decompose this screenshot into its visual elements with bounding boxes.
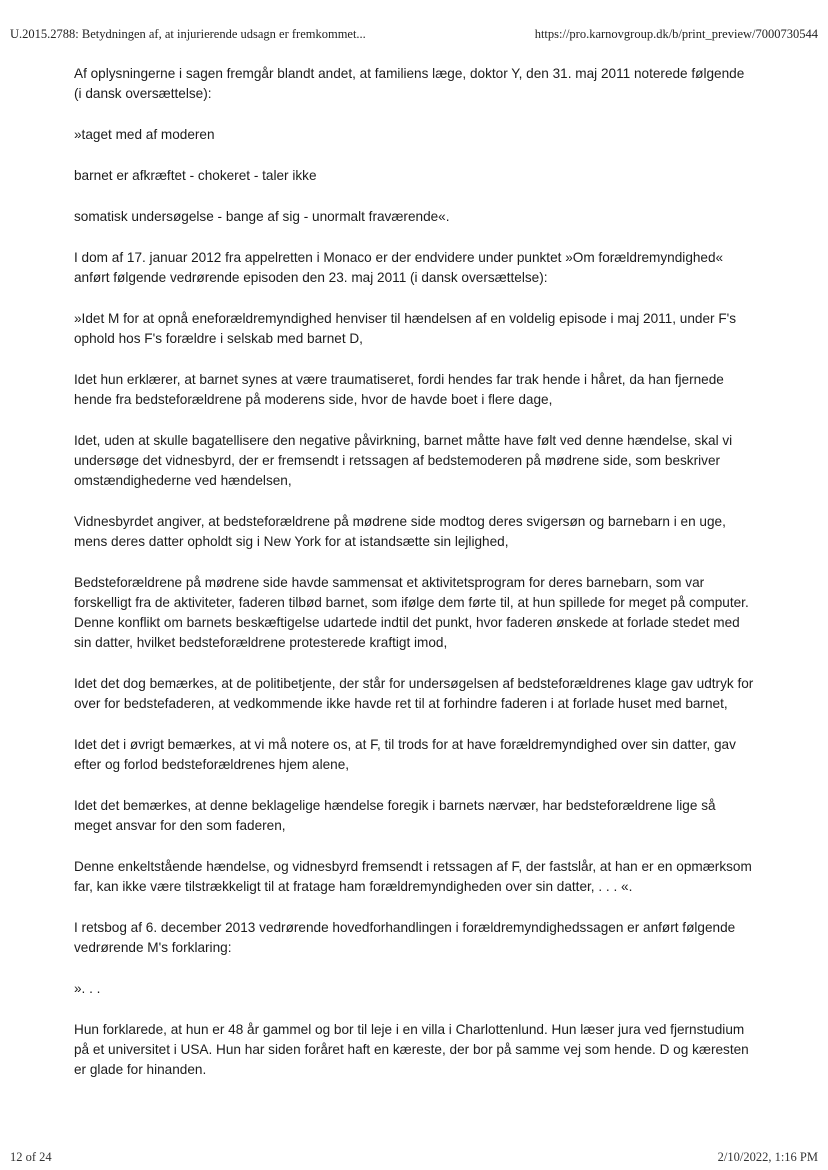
page-number: 12 of 24 xyxy=(10,1150,52,1164)
paragraph: somatisk undersøgelse - bange af sig - unormalt fraværende«. xyxy=(74,209,450,224)
paragraph: Idet hun erklærer, at barnet synes at være traumatiseret, fordi hendes far trak hende i håret, da han fjernede hende fra bedsteforældrene på moderens side, hvor de havde boet i flere dage, xyxy=(74,372,724,407)
paragraph: »Idet M for at opnå eneforældremyndighed henviser til hændelsen af en voldelig episode i maj 2011, under F's ophold hos F's forældre i selskab med barnet D, xyxy=(74,311,737,346)
paragraph: Af oplysningerne i sagen fremgår blandt andet, at familiens læge, doktor Y, den 31. maj 2011 noterede følgende (i dansk oversættelse): xyxy=(74,66,745,101)
document-body xyxy=(74,64,754,1101)
paragraph: »taget med af moderen xyxy=(74,127,215,142)
paragraph: Vidnesbyrdet angiver, at bedsteforældrene på mødrene side modtog deres svigersøn og barnebarn i en uge, mens deres datter opholdt sig i New York for at istandsætte sin lejlighed, xyxy=(74,514,726,549)
paragraph: ». . . xyxy=(74,981,101,996)
paragraph: I retsbog af 6. december 2013 vedrørende hovedforhandlingen i forældremyndighedssagen er anført følgende vedrørende M's forklaring: xyxy=(74,920,736,955)
paragraph: Denne enkeltstående hændelse, og vidnesbyrd fremsendt i retssagen af F, der fastslår, at han er en opmærksom far, kan ikke være tilstrækkeligt til at fratage ham forældremyndigheden over sin datter, . . . «. xyxy=(74,859,752,894)
paragraph: Idet det i øvrigt bemærkes, at vi må notere os, at F, til trods for at have forældremyndighed over sin datter, gav efter og forlod bedsteforældrenes hjem alene, xyxy=(74,737,736,772)
paragraph: barnet er afkræftet - chokeret - taler ikke xyxy=(74,168,317,183)
print-date: 2/10/2022, 1:16 PM xyxy=(717,1150,818,1164)
print-footer xyxy=(10,1150,818,1170)
paragraph: I dom af 17. januar 2012 fra appelretten i Monaco er der endvidere under punktet »Om forældremyndighed« anført følgende vedrørende episoden den 23. maj 2011 (i dansk oversættelse): xyxy=(74,250,724,285)
paragraph: Idet det bemærkes, at denne beklagelige hændelse foregik i barnets nærvær, har bedsteforældrene lige så meget ansvar for den som faderen, xyxy=(74,798,716,833)
print-header xyxy=(10,27,818,47)
document-title: U.2015.2788: Betydningen af, at injurierende udsagn er fremkommet... xyxy=(10,27,366,41)
paragraph: Hun forklarede, at hun er 48 år gammel og bor til leje i en villa i Charlottenlund. Hun læser jura ved fjernstudium på et universitet i USA. Hun har siden foråret haft en kæreste, der bor på samme vej som hende. D og kæresten er glade for hinanden. xyxy=(74,1022,749,1077)
paragraph: Idet, uden at skulle bagatellisere den negative påvirkning, barnet måtte have følt ved denne hændelse, skal vi undersøge det vidnesbyrd, der er fremsendt i retssagen af bedstemoderen på mødrene side, som beskriver omstændighederne ved hændelsen, xyxy=(74,433,733,488)
paragraph: Idet det dog bemærkes, at de politibetjente, der står for undersøgelsen af bedsteforældrenes klage gav udtryk for over for bedstefaderen, at vedkommende ikke havde ret til at forhindre faderen i at forlade huset med barnet, xyxy=(74,676,754,711)
paragraph: Bedsteforældrene på mødrene side havde sammensat et aktivitetsprogram for deres barnebarn, som var forskelligt fra de aktiviteter, faderen tilbød barnet, som ifølge dem førte til, at hun spillede for meget på computer. Denne konflikt om barnets beskæftigelse udartede indtil det punkt, hvor faderen ønskede at forlade stedet med sin datter, hvilket bedsteforældrene protesterede kraftigt imod, xyxy=(74,575,749,650)
document-url: https://pro.karnovgroup.dk/b/print_preview/7000730544 xyxy=(534,27,818,41)
